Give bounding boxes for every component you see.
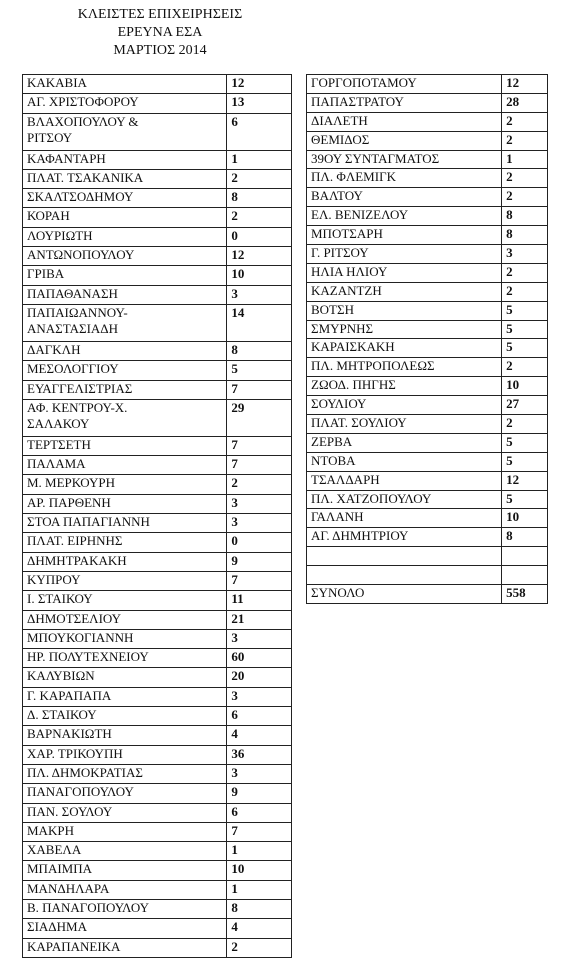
street-name-cell: ΠΛ. ΜΗΤΡΟΠΟΛΕΩΣ bbox=[307, 358, 502, 377]
street-name-cell: ΕΥΑΓΓΕΛΙΣΤΡΙΑΣ bbox=[23, 380, 227, 399]
street-name-cell: ΛΟΥΡΙΩΤΗ bbox=[23, 227, 227, 246]
street-name-cell: ΝΤΟΒΑ bbox=[307, 452, 502, 471]
street-name-cell: ΑΓ. ΧΡΙΣΤΟΦΟΡΟΥ bbox=[23, 94, 227, 113]
closed-count-cell: 8 bbox=[227, 899, 292, 918]
header-date: ΜΑΡΤΙΟΣ 2014 bbox=[113, 43, 207, 58]
table-row bbox=[307, 75, 548, 94]
table-row bbox=[307, 188, 548, 207]
street-name-cell: ΑΝΤΩΝΟΠΟΥΛΟΥ bbox=[23, 247, 227, 266]
street-name-cell: ΜΕΣΟΛΟΓΓΙΟΥ bbox=[23, 361, 227, 380]
closed-count-cell: 12 bbox=[502, 471, 548, 490]
table-row bbox=[307, 131, 548, 150]
closed-count-cell: 5 bbox=[502, 433, 548, 452]
closed-count-cell: 5 bbox=[502, 452, 548, 471]
street-name-cell: ΚΟΡΑΗ bbox=[23, 208, 227, 227]
table-row bbox=[23, 436, 292, 455]
table-row bbox=[23, 94, 292, 113]
closed-count-cell: 14 bbox=[227, 304, 292, 341]
street-name-cell: ΠΑΠΑΣΤΡΑΤΟΥ bbox=[307, 93, 502, 112]
street-name-cell: Ι. ΣΤΑΙΚΟΥ bbox=[23, 591, 227, 610]
table-row bbox=[23, 169, 292, 188]
street-name-cell: ΜΑΝΔΗΛΑΡΑ bbox=[23, 880, 227, 899]
table-row bbox=[307, 396, 548, 415]
street-name-cell: ΓΟΡΓΟΠΟΤΑΜΟΥ bbox=[307, 75, 502, 94]
table-row bbox=[23, 285, 292, 304]
closed-count-cell: 3 bbox=[227, 764, 292, 783]
table-row bbox=[307, 490, 548, 509]
table-row bbox=[307, 112, 548, 131]
table-row bbox=[307, 339, 548, 358]
table-row bbox=[307, 585, 548, 604]
street-name-cell: ΠΑΠΑΙΩΑΝΝΟΥ- ΑΝΑΣΤΑΣΙΑΔΗ bbox=[23, 304, 227, 341]
document-header bbox=[40, 6, 280, 60]
closed-count-cell: 28 bbox=[502, 93, 548, 112]
street-name-cell: ΣΥΝΟΛΟ bbox=[307, 585, 502, 604]
table-row bbox=[23, 861, 292, 880]
closed-count-cell: 4 bbox=[227, 726, 292, 745]
table-row bbox=[307, 471, 548, 490]
street-name-cell: ΠΛΑΤ. ΤΣΑΚΑΝΙΚΑ bbox=[23, 169, 227, 188]
table-row bbox=[23, 189, 292, 208]
table-row bbox=[23, 822, 292, 841]
street-name-cell: ΧΑΡ. ΤΡΙΚΟΥΠΗ bbox=[23, 745, 227, 764]
street-name-cell: ΔΑΓΚΛΗ bbox=[23, 341, 227, 360]
street-name-cell: ΠΛ. ΦΛΕΜΙΓΚ bbox=[307, 169, 502, 188]
closed-count-cell bbox=[502, 547, 548, 566]
table-row bbox=[23, 113, 292, 150]
street-name-cell: ΔΗΜΗΤΡΑΚΑΚΗ bbox=[23, 552, 227, 571]
table-row bbox=[23, 494, 292, 513]
table-row bbox=[307, 566, 548, 585]
right-table bbox=[306, 74, 548, 604]
table-row bbox=[23, 899, 292, 918]
closed-count-cell: 5 bbox=[502, 490, 548, 509]
street-name-cell: Δ. ΣΤΑΙΚΟΥ bbox=[23, 707, 227, 726]
closed-count-cell: 5 bbox=[502, 320, 548, 339]
street-name-cell bbox=[307, 547, 502, 566]
table-row bbox=[307, 282, 548, 301]
table-row bbox=[23, 842, 292, 861]
table-row bbox=[307, 433, 548, 452]
street-name-cell: ΜΑΚΡΗ bbox=[23, 822, 227, 841]
table-row bbox=[23, 938, 292, 957]
street-name-cell: ΗΛΙΑ ΗΛΙΟΥ bbox=[307, 263, 502, 282]
table-row bbox=[23, 649, 292, 668]
table-row bbox=[307, 301, 548, 320]
table-row bbox=[23, 880, 292, 899]
closed-count-cell: 1 bbox=[227, 880, 292, 899]
closed-count-cell: 1 bbox=[227, 150, 292, 169]
street-name-cell: ΚΑΡΑΠΑΝΕΙΚΑ bbox=[23, 938, 227, 957]
table-row bbox=[23, 361, 292, 380]
closed-count-cell: 2 bbox=[502, 112, 548, 131]
street-name-cell: ΖΕΡΒΑ bbox=[307, 433, 502, 452]
closed-count-cell: 2 bbox=[227, 169, 292, 188]
street-name-cell: ΜΠΑΙΜΠΑ bbox=[23, 861, 227, 880]
street-name-cell: ΚΑΚΑΒΙΑ bbox=[23, 75, 227, 94]
street-name-cell: ΤΣΑΛΔΑΡΗ bbox=[307, 471, 502, 490]
table-row bbox=[23, 668, 292, 687]
closed-count-cell: 8 bbox=[502, 528, 548, 547]
closed-count-cell bbox=[502, 566, 548, 585]
closed-count-cell: 27 bbox=[502, 396, 548, 415]
closed-count-cell: 8 bbox=[502, 207, 548, 226]
closed-count-cell: 7 bbox=[227, 822, 292, 841]
closed-count-cell: 29 bbox=[227, 399, 292, 436]
left-table bbox=[22, 74, 292, 958]
street-name-cell: ΚΑΦΑΝΤΑΡΗ bbox=[23, 150, 227, 169]
street-name-cell: ΒΛΑΧΟΠΟΥΛΟΥ & ΡΙΤΣΟΥ bbox=[23, 113, 227, 150]
closed-count-cell: 10 bbox=[502, 509, 548, 528]
closed-count-cell: 3 bbox=[227, 629, 292, 648]
street-name-cell: ΤΕΡΤΣΕΤΗ bbox=[23, 436, 227, 455]
table-row bbox=[23, 341, 292, 360]
table-row bbox=[307, 452, 548, 471]
street-name-cell: ΣΟΥΛΙΟΥ bbox=[307, 396, 502, 415]
table-row bbox=[23, 764, 292, 783]
closed-count-cell: 12 bbox=[502, 75, 548, 94]
closed-count-cell: 20 bbox=[227, 668, 292, 687]
closed-count-cell: 5 bbox=[227, 361, 292, 380]
street-name-cell: ΓΡΙΒΑ bbox=[23, 266, 227, 285]
closed-count-cell: 8 bbox=[502, 226, 548, 245]
closed-count-cell: 10 bbox=[227, 266, 292, 285]
street-name-cell: ΧΑΒΕΛΑ bbox=[23, 842, 227, 861]
table-row bbox=[23, 533, 292, 552]
street-name-cell: Γ. ΚΑΡΑΠΑΠΑ bbox=[23, 687, 227, 706]
street-name-cell: ΠΛΑΤ. ΕΙΡΗΝΗΣ bbox=[23, 533, 227, 552]
table-row bbox=[23, 304, 292, 341]
closed-count-cell: 0 bbox=[227, 227, 292, 246]
table-row bbox=[23, 399, 292, 436]
closed-count-cell: 3 bbox=[227, 687, 292, 706]
street-name-cell: ΣΚΑΛΤΣΟΔΗΜΟΥ bbox=[23, 189, 227, 208]
table-row bbox=[23, 919, 292, 938]
closed-count-cell: 2 bbox=[227, 938, 292, 957]
street-name-cell: Γ. ΡΙΤΣΟΥ bbox=[307, 245, 502, 264]
table-row bbox=[307, 320, 548, 339]
street-name-cell: ΠΑΠΑΘΑΝΑΣΗ bbox=[23, 285, 227, 304]
street-name-cell: ΣΜΥΡΝΗΣ bbox=[307, 320, 502, 339]
table-row bbox=[23, 707, 292, 726]
street-name-cell: ΗΡ. ΠΟΛΥΤΕΧΝΕΙΟΥ bbox=[23, 649, 227, 668]
table-row bbox=[23, 745, 292, 764]
table-row bbox=[23, 75, 292, 94]
street-name-cell: ΠΑΝ. ΣΟΥΛΟΥ bbox=[23, 803, 227, 822]
table-row bbox=[307, 226, 548, 245]
closed-count-cell: 3 bbox=[227, 494, 292, 513]
table-row bbox=[23, 629, 292, 648]
table-row bbox=[307, 509, 548, 528]
table-row bbox=[23, 247, 292, 266]
closed-count-cell: 9 bbox=[227, 552, 292, 571]
street-name-cell bbox=[307, 566, 502, 585]
table-row bbox=[23, 456, 292, 475]
closed-count-cell: 5 bbox=[502, 301, 548, 320]
closed-count-cell: 1 bbox=[227, 842, 292, 861]
table-row bbox=[23, 571, 292, 590]
closed-count-cell: 8 bbox=[227, 341, 292, 360]
closed-count-cell: 12 bbox=[227, 247, 292, 266]
closed-count-cell: 2 bbox=[502, 263, 548, 282]
table-row bbox=[23, 610, 292, 629]
closed-count-cell: 558 bbox=[502, 585, 548, 604]
street-name-cell: ΒΑΡΝΑΚΙΩΤΗ bbox=[23, 726, 227, 745]
table-row bbox=[307, 93, 548, 112]
table-row bbox=[23, 591, 292, 610]
closed-count-cell: 7 bbox=[227, 456, 292, 475]
closed-count-cell: 5 bbox=[502, 339, 548, 358]
street-name-cell: ΓΑΛΑΝΗ bbox=[307, 509, 502, 528]
closed-count-cell: 10 bbox=[227, 861, 292, 880]
street-name-cell: ΠΑΝΑΓΟΠΟΥΛΟΥ bbox=[23, 784, 227, 803]
closed-count-cell: 3 bbox=[227, 285, 292, 304]
closed-count-cell: 2 bbox=[502, 169, 548, 188]
street-name-cell: ΣΙΑΔΗΜΑ bbox=[23, 919, 227, 938]
closed-count-cell: 8 bbox=[227, 189, 292, 208]
closed-count-cell: 7 bbox=[227, 436, 292, 455]
table-row bbox=[307, 169, 548, 188]
closed-count-cell: 2 bbox=[502, 282, 548, 301]
closed-count-cell: 36 bbox=[227, 745, 292, 764]
closed-count-cell: 2 bbox=[227, 208, 292, 227]
table-row bbox=[307, 207, 548, 226]
closed-count-cell: 2 bbox=[502, 188, 548, 207]
table-row bbox=[23, 380, 292, 399]
closed-count-cell: 11 bbox=[227, 591, 292, 610]
street-name-cell: ΜΠΟΤΣΑΡΗ bbox=[307, 226, 502, 245]
street-name-cell: ΒΑΛΤΟΥ bbox=[307, 188, 502, 207]
table-row bbox=[23, 475, 292, 494]
street-name-cell: ΒΟΤΣΗ bbox=[307, 301, 502, 320]
street-name-cell: ΜΠΟΥΚΟΓΙΑΝΝΗ bbox=[23, 629, 227, 648]
street-name-cell: ΑΓ. ΔΗΜΗΤΡΙΟΥ bbox=[307, 528, 502, 547]
table-row bbox=[307, 377, 548, 396]
street-name-cell: ΚΥΠΡΟΥ bbox=[23, 571, 227, 590]
closed-count-cell: 2 bbox=[227, 475, 292, 494]
street-name-cell: ΚΑΛΥΒΙΩΝ bbox=[23, 668, 227, 687]
table-row bbox=[307, 547, 548, 566]
street-name-cell: ΠΛ. ΧΑΤΖΟΠΟΥΛΟΥ bbox=[307, 490, 502, 509]
closed-count-cell: 2 bbox=[502, 415, 548, 434]
closed-count-cell: 7 bbox=[227, 380, 292, 399]
street-name-cell: ΠΛ. ΔΗΜΟΚΡΑΤΙΑΣ bbox=[23, 764, 227, 783]
closed-count-cell: 2 bbox=[502, 131, 548, 150]
street-name-cell: ΠΑΛΑΜΑ bbox=[23, 456, 227, 475]
closed-count-cell: 7 bbox=[227, 571, 292, 590]
table-row bbox=[307, 415, 548, 434]
street-name-cell: ΚΑΖΑΝΤΖΗ bbox=[307, 282, 502, 301]
table-row bbox=[307, 245, 548, 264]
table-row bbox=[23, 514, 292, 533]
street-name-cell: 39ΟΥ ΣΥΝΤΑΓΜΑΤΟΣ bbox=[307, 150, 502, 169]
closed-count-cell: 10 bbox=[502, 377, 548, 396]
closed-count-cell: 3 bbox=[502, 245, 548, 264]
street-name-cell: ΣΤΟΑ ΠΑΠΑΓΙΑΝΝΗ bbox=[23, 514, 227, 533]
table-row bbox=[307, 150, 548, 169]
street-name-cell: ΑΦ. ΚΕΝΤΡΟΥ-Χ. ΣΑΛΑΚΟΥ bbox=[23, 399, 227, 436]
table-row bbox=[23, 150, 292, 169]
table-row bbox=[23, 552, 292, 571]
table-row bbox=[23, 803, 292, 822]
table-row bbox=[23, 784, 292, 803]
closed-count-cell: 0 bbox=[227, 533, 292, 552]
table-row bbox=[23, 208, 292, 227]
table-row bbox=[23, 266, 292, 285]
closed-count-cell: 1 bbox=[502, 150, 548, 169]
table-row bbox=[307, 528, 548, 547]
street-name-cell: ΔΙΑΛΕΤΗ bbox=[307, 112, 502, 131]
closed-count-cell: 9 bbox=[227, 784, 292, 803]
closed-count-cell: 4 bbox=[227, 919, 292, 938]
header-subtitle: ΕΡΕΥΝΑ ΕΣΑ bbox=[117, 25, 203, 40]
closed-count-cell: 6 bbox=[227, 803, 292, 822]
table-row bbox=[307, 263, 548, 282]
table-row bbox=[23, 687, 292, 706]
street-name-cell: ΔΗΜΟΤΣΕΛΙΟΥ bbox=[23, 610, 227, 629]
closed-count-cell: 6 bbox=[227, 113, 292, 150]
closed-count-cell: 6 bbox=[227, 707, 292, 726]
table-row bbox=[307, 358, 548, 377]
closed-count-cell: 3 bbox=[227, 514, 292, 533]
table-row bbox=[23, 227, 292, 246]
closed-count-cell: 13 bbox=[227, 94, 292, 113]
closed-count-cell: 21 bbox=[227, 610, 292, 629]
street-name-cell: ΚΑΡΑΙΣΚΑΚΗ bbox=[307, 339, 502, 358]
closed-count-cell: 2 bbox=[502, 358, 548, 377]
street-name-cell: ΕΛ. ΒΕΝΙΖΕΛΟΥ bbox=[307, 207, 502, 226]
closed-count-cell: 60 bbox=[227, 649, 292, 668]
street-name-cell: ΖΩΟΔ. ΠΗΓΗΣ bbox=[307, 377, 502, 396]
street-name-cell: ΘΕΜΙΔΟΣ bbox=[307, 131, 502, 150]
street-name-cell: Β. ΠΑΝΑΓΟΠΟΥΛΟΥ bbox=[23, 899, 227, 918]
closed-count-cell: 12 bbox=[227, 75, 292, 94]
header-title: ΚΛΕΙΣΤΕΣ ΕΠΙΧΕΙΡΗΣΕΙΣ bbox=[77, 7, 243, 22]
table-row bbox=[23, 726, 292, 745]
street-name-cell: Μ. ΜΕΡΚΟΥΡΗ bbox=[23, 475, 227, 494]
street-name-cell: ΠΛΑΤ. ΣΟΥΛΙΟΥ bbox=[307, 415, 502, 434]
street-name-cell: ΑΡ. ΠΑΡΘΕΝΗ bbox=[23, 494, 227, 513]
